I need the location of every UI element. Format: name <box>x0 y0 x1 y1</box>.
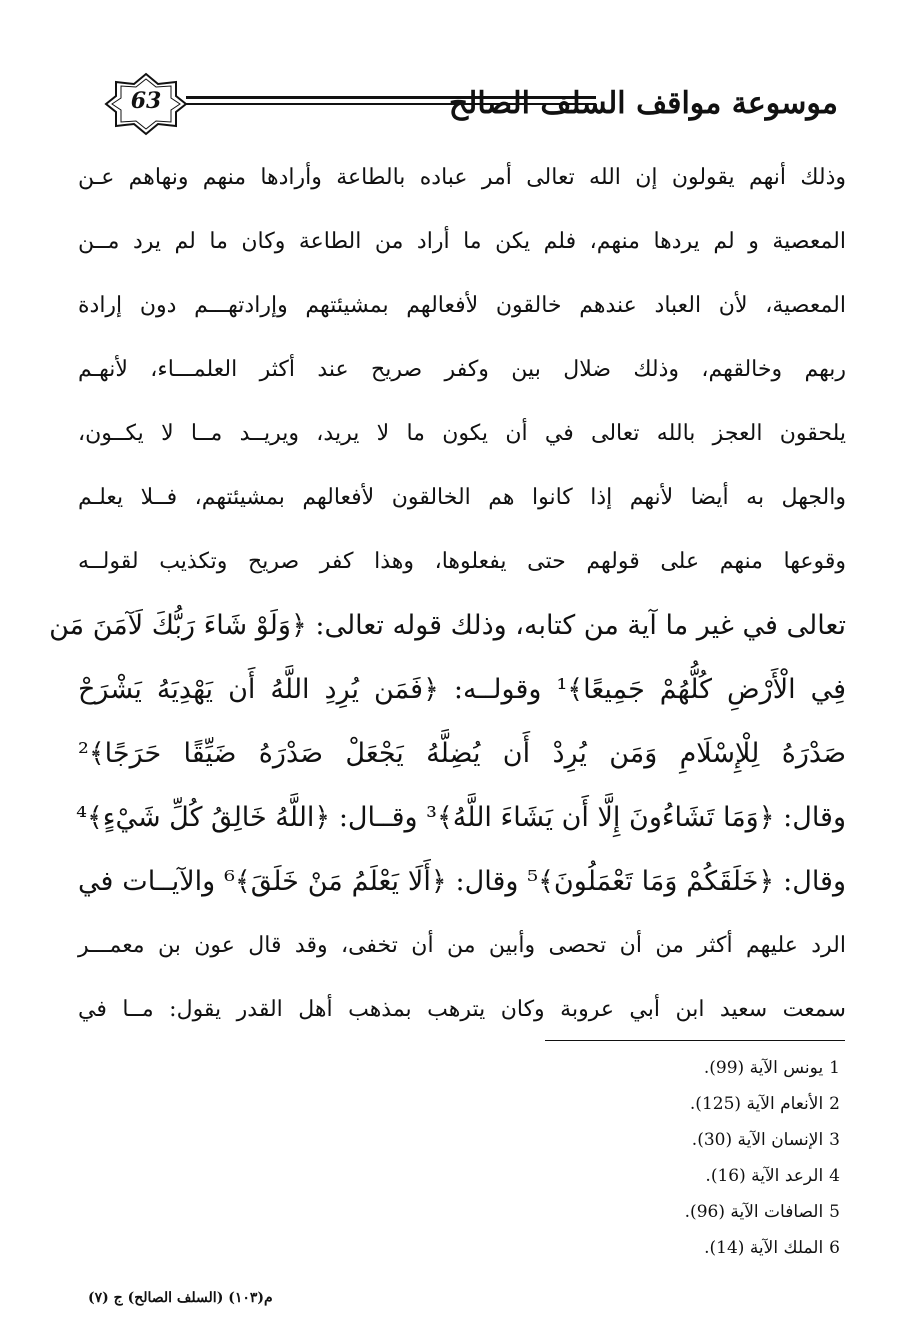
series-title: موسوعة مواقف السلف الصالح <box>448 86 838 121</box>
text-line: سمعت سعيد ابن أبي عروبة وكان يترهب بمذهب أهل القدر يقول: مــا في <box>78 997 846 1022</box>
text-line: والجهل به أيضا لأنهم إذا كانوا هم الخالقون لأفعالهم بمشيئتهم، فــلا يعلـم <box>78 485 846 510</box>
footnote-separator <box>545 1040 845 1041</box>
footnote <box>480 1050 840 1086</box>
footnote-text: يونس الآية (99). <box>703 1058 824 1078</box>
footnote-number: 2 <box>829 1094 840 1114</box>
text-line: ربهم وخالقهم، وذلك ضلال بين وكفر صريح عند أكثر العلمـــاء، لأنهـم <box>78 357 846 382</box>
text-line: المعصية، لأن العباد عندهم خالقون لأفعالهم بمشيئتهم وإرادتهـــم دون إرادة <box>78 293 846 318</box>
footnote-number: 1 <box>829 1058 840 1078</box>
printer-signature: م(١٠٣) (السلف الصالح) ج (٧) <box>88 1290 273 1306</box>
footnote-number: 3 <box>829 1130 840 1150</box>
page-number-badge <box>104 72 188 136</box>
footnote-text: الرعد الآية (16). <box>705 1166 824 1186</box>
text-line: الرد عليهم أكثر من أن تحصى وأبين من أن تخفى، وقد قال عون بن معمـــر <box>78 933 846 958</box>
footnote-number: 5 <box>829 1202 840 1222</box>
footnote-text: الصافات الآية (96). <box>684 1202 824 1222</box>
text-line: تعالى في غير ما آية من كتابه، وذلك قوله تعالى: ﴿وَلَوْ شَاءَ رَبُّكَ لَآمَنَ مَن <box>49 610 846 641</box>
footnote-text: الملك الآية (14). <box>704 1238 824 1258</box>
footnote <box>480 1086 840 1122</box>
text-line: وذلك أنهم يقولون إن الله تعالى أمر عباده بالطاعة وأرادها منهم ونهاهم عـن <box>78 165 846 190</box>
footnote-number: 6 <box>829 1238 840 1258</box>
footnotes <box>480 1050 840 1266</box>
page-number: 63 <box>130 88 162 114</box>
footnote-text: الأنعام الآية (125). <box>689 1094 824 1114</box>
text-line: وقال: ﴿وَمَا تَشَاءُونَ إِلَّا أَن يَشَاءَ اللَّهُ﴾³ وقــال: ﴿اللَّهُ خَالِقُ كُلِّ شَيْءٍ﴾⁴ <box>76 802 846 833</box>
text-line: فِي الْأَرْضِ كُلُّهُمْ جَمِيعًا﴾¹ وقولــه: ﴿فَمَن يُرِدِ اللَّهُ أَن يَهْدِيَهُ يَشْرَحْ <box>78 674 847 705</box>
footnote <box>480 1122 840 1158</box>
footnote-text: الإنسان الآية (30). <box>691 1130 824 1150</box>
text-line: وقوعها منهم على قولهم حتى يفعلوها، وهذا كفر صريح وتكذيب لقولــه <box>78 549 846 574</box>
text-line: وقال: ﴿خَلَقَكُمْ وَمَا تَعْمَلُونَ﴾⁵ وقال: ﴿أَلَا يَعْلَمُ مَنْ خَلَقَ﴾⁶ والآيــات في <box>78 866 846 897</box>
text-line: يلحقون العجز بالله تعالى في أن يكون ما لا يريد، ويريــد مــا لا يكــون، <box>78 421 846 446</box>
footnote <box>480 1230 840 1266</box>
footnote-number: 4 <box>829 1166 840 1186</box>
footnote <box>480 1194 840 1230</box>
text-line: صَدْرَهُ لِلْإِسْلَامِ وَمَن يُرِدْ أَن يُضِلَّهُ يَجْعَلْ صَدْرَهُ ضَيِّقًا حَرَجًا﴾² <box>78 738 846 769</box>
text-line: المعصية و لم يردها منهم، فلم يكن ما أراد من الطاعة وكان ما لم يرد مــن <box>78 229 846 254</box>
footnote <box>480 1158 840 1194</box>
main-text <box>49 146 847 1042</box>
